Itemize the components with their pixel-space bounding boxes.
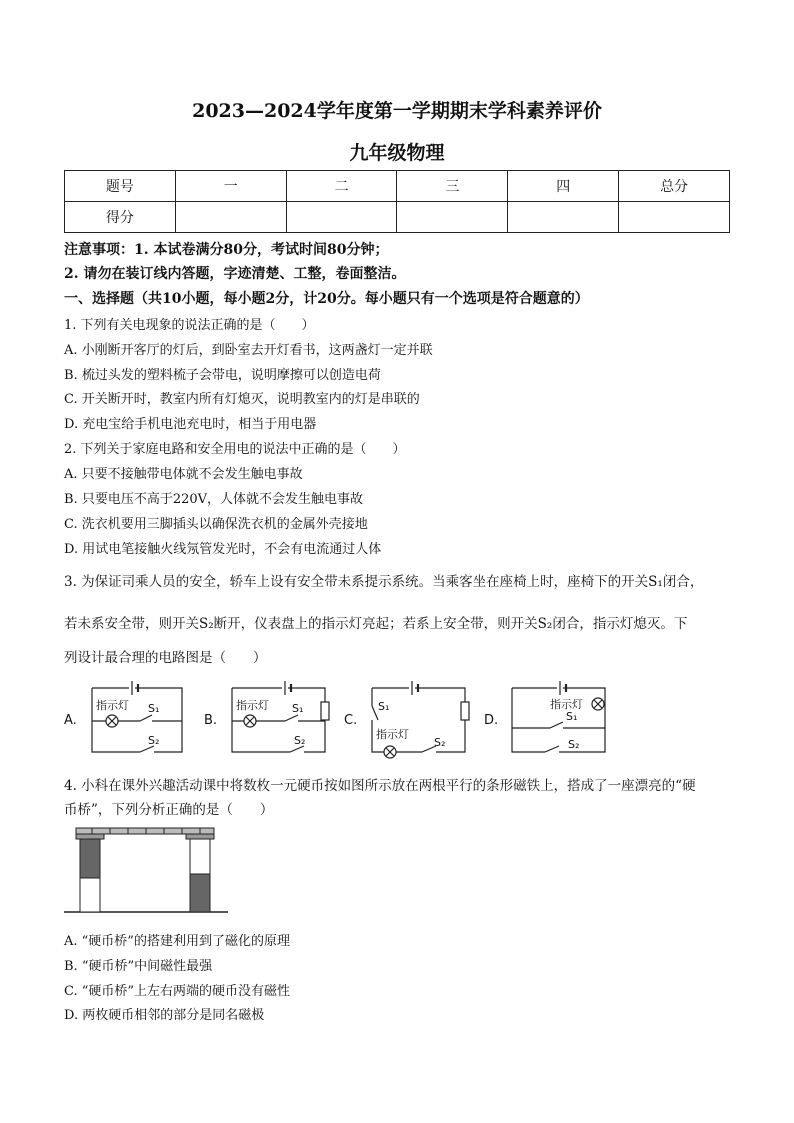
q1-stem: 1. 下列有关电现象的说法正确的是（ ） [64,318,315,333]
coin-bridge-figure [62,826,232,918]
q4-option-c: C. “硬币桥”上左右两端的硬币没有磁性 [64,984,291,999]
q2-option-b: B. 只要电压不高于220V，人体就不会发生触电事故 [64,492,364,507]
table-cell: 三 [397,171,508,202]
table-cell: 题号 [65,171,176,202]
q1-option-c: C. 开关断开时，教室内所有灯熄灭，说明教室内的灯是串联的 [64,392,420,407]
score-input-cell[interactable] [397,202,508,233]
notes-line-1: 注意事项：1. 本试卷满分80分，考试时间80分钟； [64,242,389,258]
switch-s2-label: S₂ [294,734,306,747]
switch-s1-label: S₁ [292,702,304,715]
q2-option-c: C. 洗衣机要用三脚插头以确保洗衣机的金属外壳接地 [64,517,368,532]
q1-option-b: B. 梳过头发的塑料梳子会带电，说明摩擦可以创造电荷 [64,368,381,383]
switch-s2-label: S₂ [148,734,160,747]
option-a-label[interactable]: A. [64,713,77,728]
table-cell: 总分 [619,171,730,202]
exam-title: 2023—2024学年度第一学期期末学科素养评价 [192,100,602,122]
q1-option-a: A. 小刚断开客厅的灯后，到卧室去开灯看书，这两盏灯一定并联 [64,343,433,358]
switch-s2-label: S₂ [568,738,580,751]
switch-s1-label: S₁ [148,702,160,715]
q3-stem-line-2: 若未系安全带，则开关S₂断开，仪表盘上的指示灯亮起；若系上安全带，则开关S₂闭合，指示灯熄灭。下 [64,616,688,632]
table-row [65,202,730,233]
lamp-label: 指示灯 [96,699,129,712]
lamp-label: 指示灯 [236,699,269,712]
lamp-label: 指示灯 [550,698,583,711]
switch-s1-label: S₁ [378,700,390,713]
notes-line-2: 2. 请勿在装订线内答题，字迹清楚、工整，卷面整洁。 [64,266,406,282]
table-cell: 一 [175,171,286,202]
table-cell: 得分 [65,202,176,233]
q3-stem-line-3: 列设计最合理的电路图是（ ） [64,650,267,666]
switch-s2-label: S₂ [434,736,446,749]
q4-option-a: A. “硬币桥”的搭建利用到了磁化的原理 [64,934,290,949]
circuit-b [232,681,329,752]
q1-option-d: D. 充电宝给手机电池充电时，相当于用电器 [64,417,317,432]
q2-stem: 2. 下列关于家庭电路和安全用电的说法中正确的是（ ） [64,442,406,457]
score-input-cell[interactable] [508,202,619,233]
q3-circuit-options [60,676,740,762]
option-c-label[interactable]: C. [344,713,358,728]
option-d-label[interactable]: D. [484,713,499,728]
circuit-c [372,681,469,758]
score-input-cell[interactable] [619,202,730,233]
table-cell: 四 [508,171,619,202]
switch-s1-label: S₁ [566,710,578,723]
section-heading: 一、选择题（共10小题，每小题2分，计20分。每小题只有一个选项是符合题意的） [64,291,589,307]
q4-option-d: D. 两枚硬币相邻的部分是同名磁极 [64,1008,265,1023]
q2-option-a: A. 只要不接触带电体就不会发生触电事故 [64,467,303,482]
table-row [65,171,730,202]
circuit-d [512,681,605,752]
score-table [64,170,730,233]
q4-stem-line-2: 币桥”，下列分析正确的是（ ） [64,802,274,818]
option-b-label[interactable]: B. [204,713,218,728]
circuit-a [92,681,182,752]
q2-option-d: D. 用试电笔接触火线氖管发光时，不会有电流通过人体 [64,542,382,557]
q4-option-b: B. “硬币桥”中间磁性最强 [64,959,213,974]
score-input-cell[interactable] [286,202,397,233]
q4-stem-line-1: 4. 小科在课外兴趣活动课中将数枚一元硬币按如图所示放在两根平行的条形磁铁上，搭成了一座漂亮的“硬 [64,778,696,794]
score-input-cell[interactable] [175,202,286,233]
exam-subtitle: 九年级物理 [349,142,445,164]
q3-stem-line-1: 3. 为保证司乘人员的安全，轿车上设有安全带未系提示系统。当乘客坐在座椅上时，座椅下的开关S₁闭合， [64,574,704,590]
lamp-label: 指示灯 [376,728,409,741]
table-cell: 二 [286,171,397,202]
